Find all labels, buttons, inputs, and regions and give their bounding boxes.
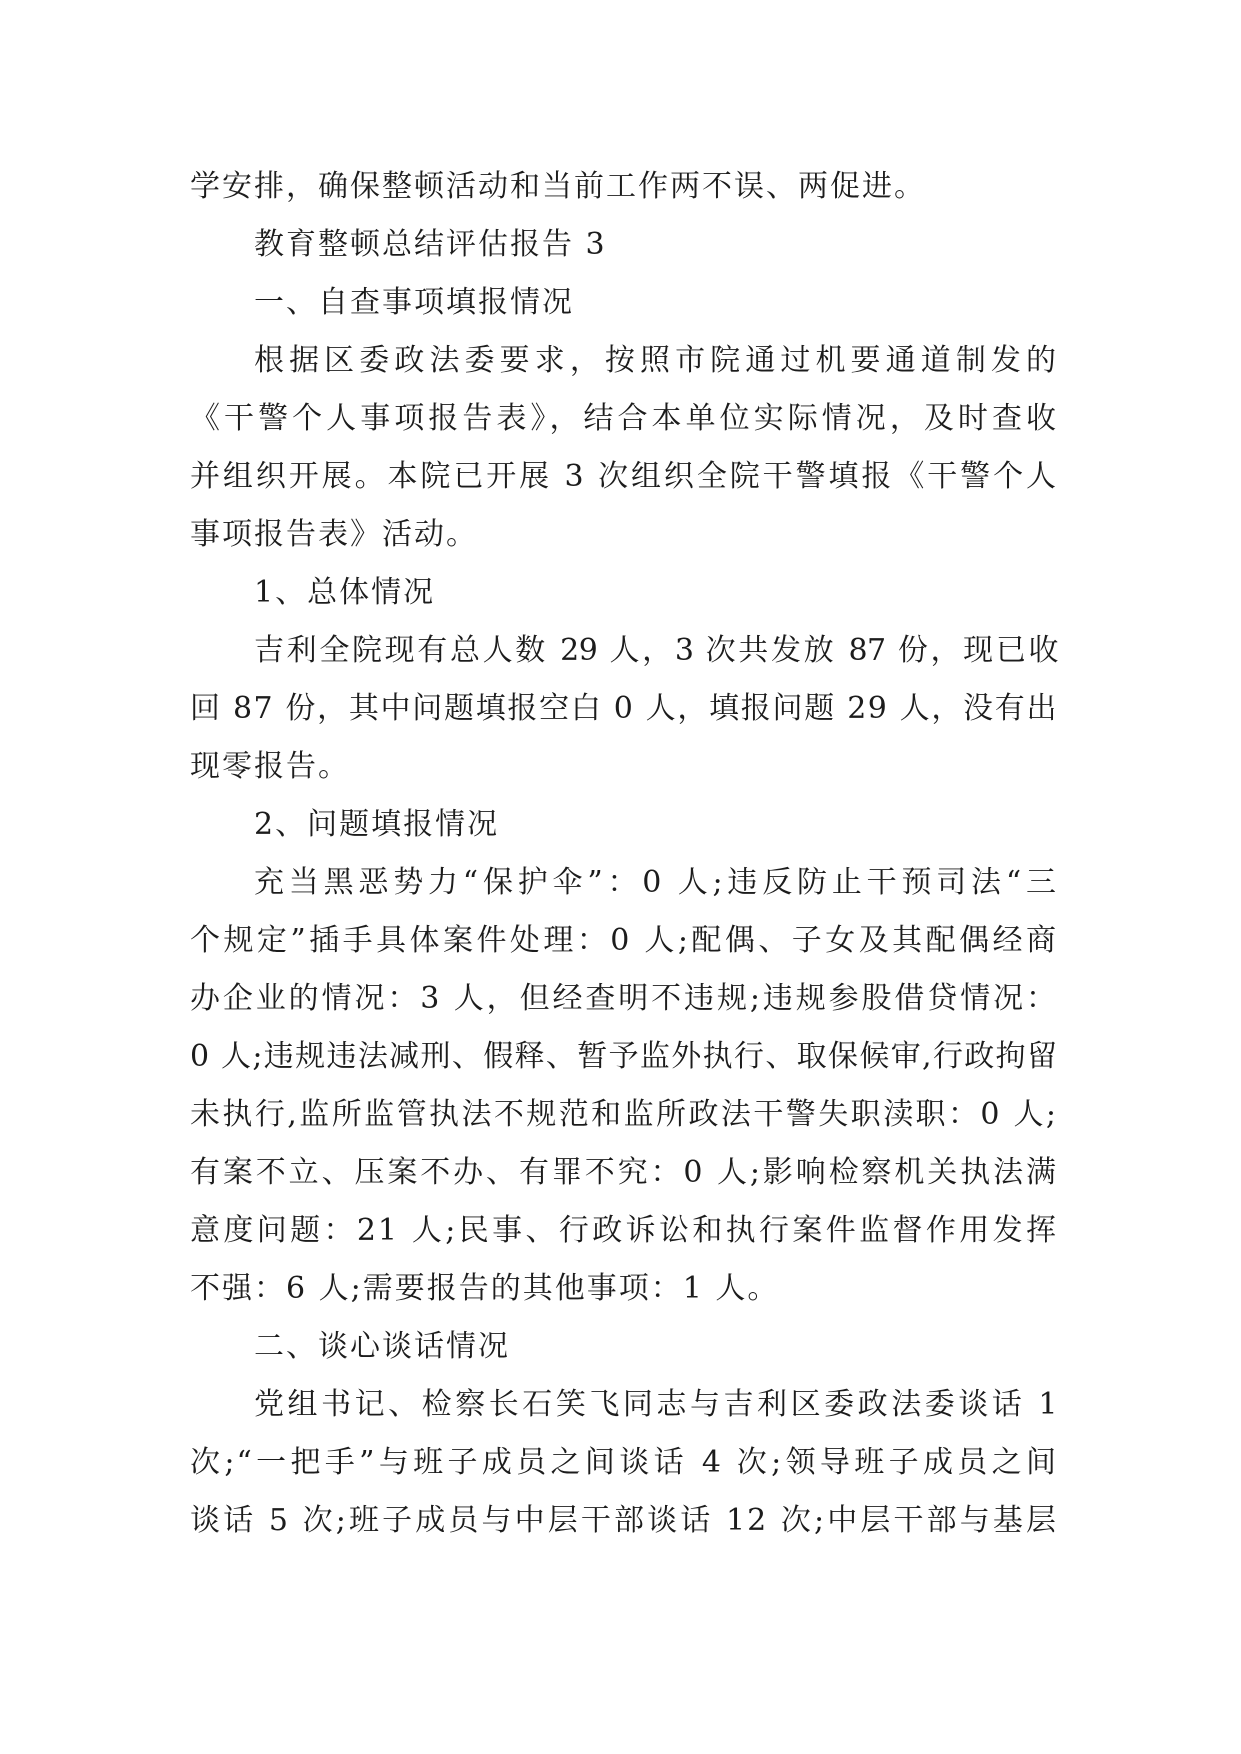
- text-line: 回 87 份，其中问题填报空白 0 人，填报问题 29 人，没有出: [190, 691, 1058, 726]
- text-line: 0 人;违规违法减刑、假释、暂予监外执行、取保候审,行政拘留: [190, 1039, 1058, 1074]
- text-line: 不强：6 人;需要报告的其他事项：1 人。: [190, 1271, 780, 1306]
- text-line: 办企业的情况：3 人，但经查明不违规;违规参股借贷情况：: [190, 981, 1058, 1016]
- text-line: 事项报告表》活动。: [190, 517, 478, 552]
- text-line: 党组书记、检察长石笑飞同志与吉利区委政法委谈话 1: [254, 1387, 1058, 1422]
- text-line: 根据区委政法委要求，按照市院通过机要通道制发的: [254, 343, 1058, 378]
- text-line: 个规定”插手具体案件处理：0 人;配偶、子女及其配偶经商: [190, 923, 1058, 958]
- text-line: 吉利全院现有总人数 29 人，3 次共发放 87 份，现已收: [254, 633, 1058, 668]
- section-heading: 1、总体情况: [254, 575, 436, 610]
- section-heading: 2、问题填报情况: [254, 807, 500, 842]
- document-body: [190, 158, 1058, 1550]
- section-heading: 一、自查事项填报情况: [254, 285, 574, 320]
- text-line: 谈话 5 次;班子成员与中层干部谈话 12 次;中层干部与基层: [190, 1503, 1058, 1538]
- text-line: 未执行,监所监管执法不规范和监所政法干警失职渎职：0 人;: [190, 1097, 1058, 1132]
- text-line: 意度问题：21 人;民事、行政诉讼和执行案件监督作用发挥: [190, 1213, 1058, 1248]
- section-heading: 二、谈心谈话情况: [254, 1329, 510, 1364]
- text-line: 并组织开展。本院已开展 3 次组织全院干警填报《干警个人: [190, 459, 1058, 494]
- text-line: 次;“一把手”与班子成员之间谈话 4 次;领导班子成员之间: [190, 1445, 1058, 1480]
- text-line: 充当黑恶势力“保护伞”：0 人;违反防止干预司法“三: [254, 865, 1058, 900]
- text-line: 《干警个人事项报告表》，结合本单位实际情况，及时查收: [190, 401, 1058, 436]
- text-line: 有案不立、压案不办、有罪不究：0 人;影响检察机关执法满: [190, 1155, 1058, 1190]
- section-heading: 教育整顿总结评估报告 3: [254, 227, 607, 262]
- text-line: 学安排，确保整顿活动和当前工作两不误、两促进。: [190, 169, 926, 204]
- text-line: 现零报告。: [190, 749, 350, 784]
